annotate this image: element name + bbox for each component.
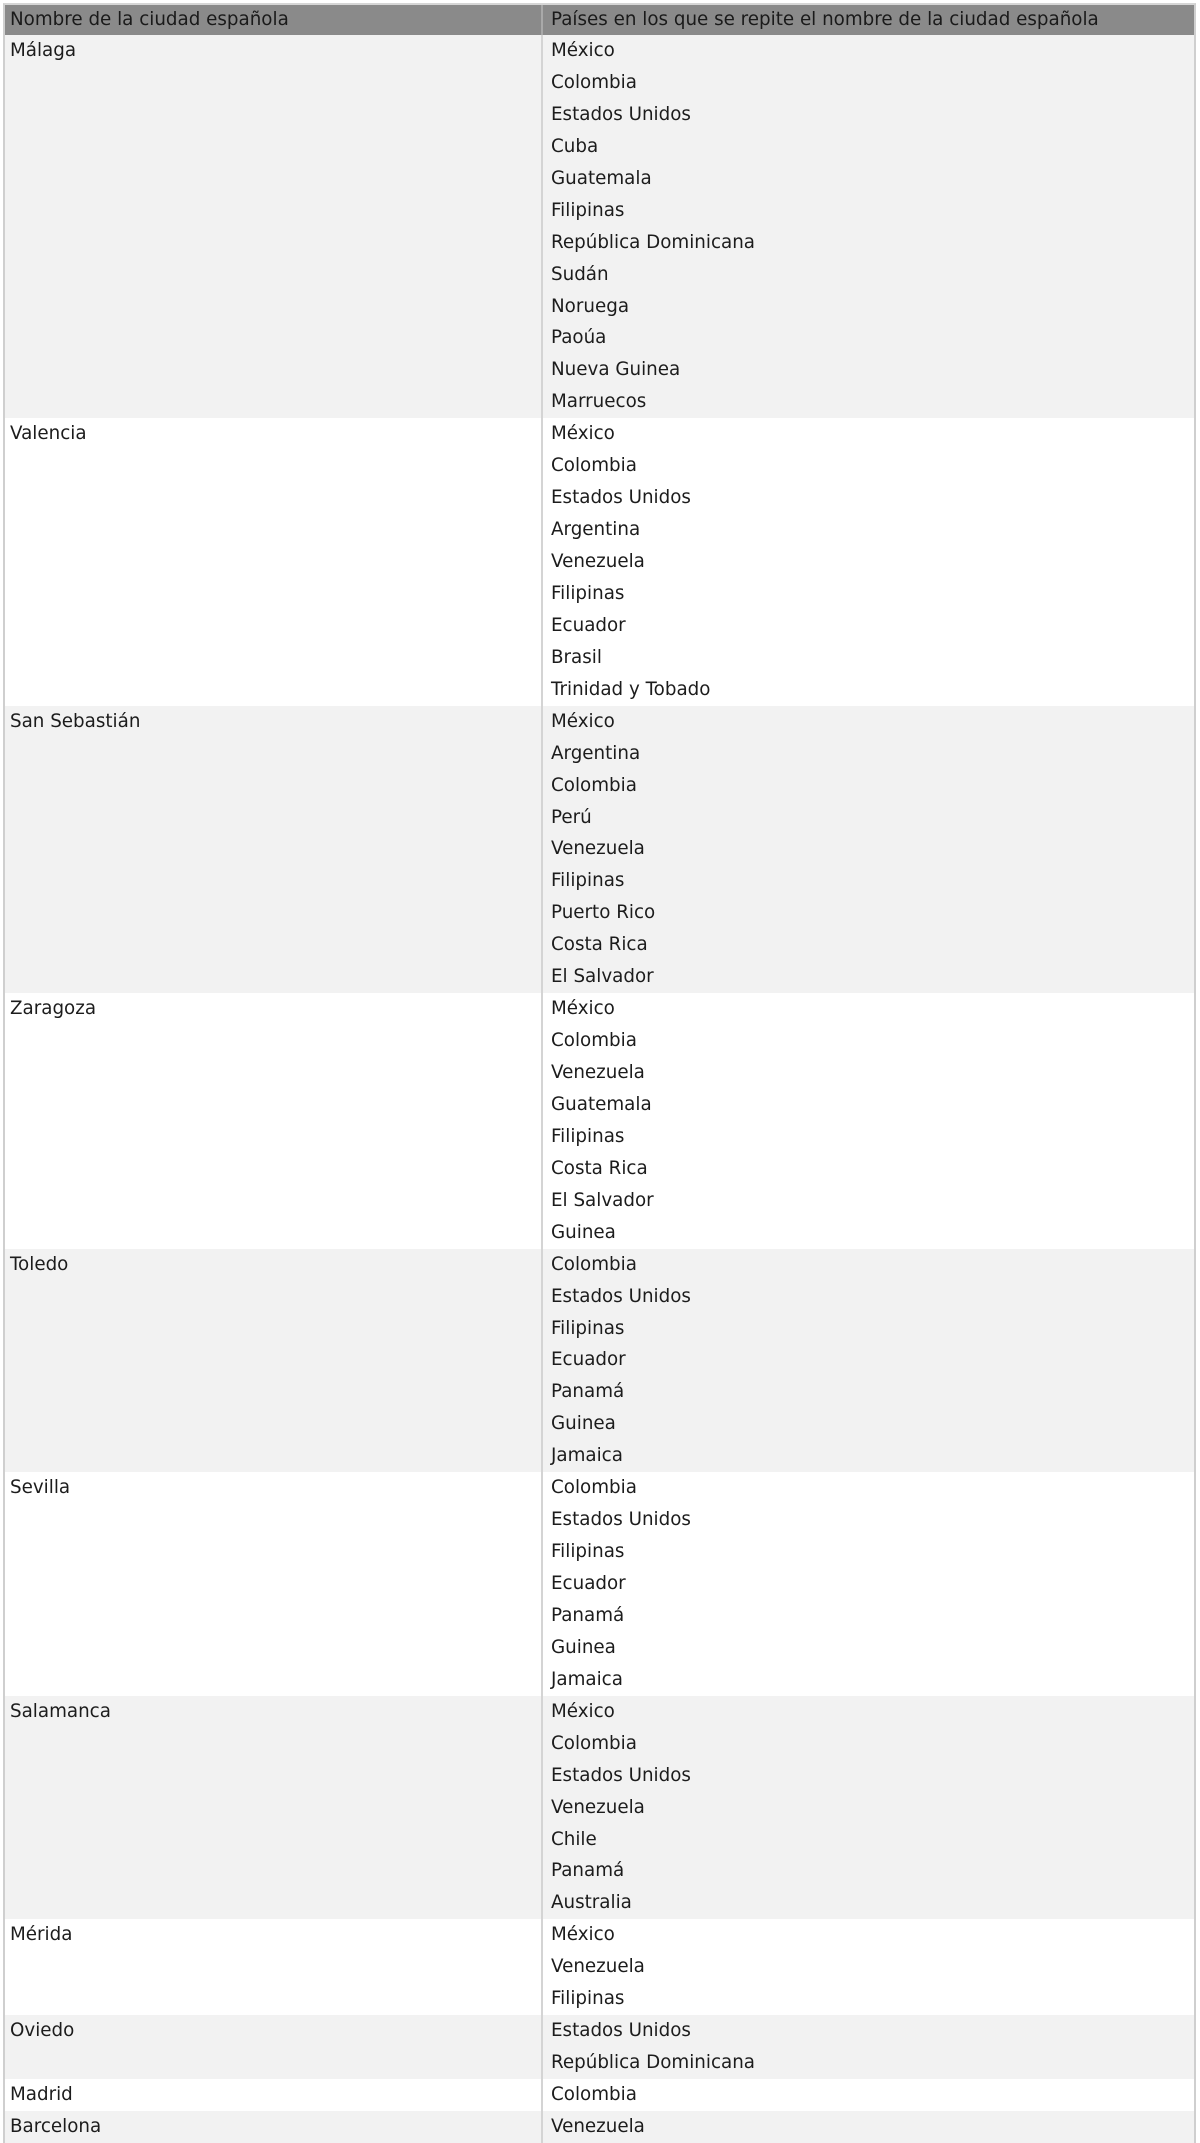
country-list <box>543 993 1194 1249</box>
country-item: Guinea <box>551 1636 616 1658</box>
country-item: Cuba <box>551 135 599 157</box>
country-item: Colombia <box>551 1253 637 1275</box>
country-item: Venezuela <box>551 1956 645 1978</box>
country-item: Panamá <box>551 1381 625 1403</box>
city-name: Oviedo <box>5 2015 543 2079</box>
city-name: Zaragoza <box>5 993 543 1249</box>
country-item: Colombia <box>551 774 637 796</box>
table-row <box>5 2015 1194 2079</box>
country-list <box>543 1919 1194 2015</box>
country-item: Venezuela <box>551 2115 645 2137</box>
city-name: Salamanca <box>5 1696 543 1920</box>
city-name: Toledo <box>5 1249 543 1473</box>
country-list <box>543 1472 1194 1696</box>
country-item: Ecuador <box>551 1349 626 1371</box>
table-body <box>5 35 1194 2143</box>
table-row <box>5 2111 1194 2143</box>
country-item: México <box>551 710 615 732</box>
country-item: Panamá <box>551 1860 625 1882</box>
table-row <box>5 418 1194 705</box>
country-list <box>543 2111 1194 2143</box>
country-item: Filipinas <box>551 1125 625 1147</box>
country-item: Estados Unidos <box>551 2020 691 2042</box>
table-row <box>5 1919 1194 2015</box>
country-item: Estados Unidos <box>551 487 691 509</box>
table-row <box>5 1696 1194 1920</box>
country-item: Guatemala <box>551 167 652 189</box>
country-item: Filipinas <box>551 1541 625 1563</box>
country-item: Guinea <box>551 1413 616 1435</box>
country-item: República Dominicana <box>551 2052 756 2074</box>
country-item: Ecuador <box>551 614 626 636</box>
country-item: México <box>551 423 615 445</box>
country-item: Australia <box>551 1892 632 1914</box>
country-item: El Salvador <box>551 966 654 988</box>
country-item: Estados Unidos <box>551 103 691 125</box>
table-row <box>5 1472 1194 1696</box>
country-list <box>543 1249 1194 1473</box>
table-row <box>5 2079 1194 2111</box>
country-item: Guatemala <box>551 1093 652 1115</box>
country-item: México <box>551 40 615 61</box>
city-name: Madrid <box>5 2079 543 2111</box>
country-item: Ecuador <box>551 1573 626 1594</box>
country-item: Panamá <box>551 1604 625 1626</box>
country-item: Jamaica <box>551 1668 623 1690</box>
country-item: Venezuela <box>551 1796 645 1818</box>
city-name: Valencia <box>5 418 543 705</box>
country-item: Marruecos <box>551 391 647 413</box>
country-item: República Dominicana <box>551 231 756 253</box>
country-item: Filipinas <box>551 199 625 221</box>
city-name: Málaga <box>5 35 543 418</box>
country-item: Venezuela <box>551 551 645 572</box>
country-item: Sudán <box>551 263 609 285</box>
table-row <box>5 706 1194 993</box>
country-item: México <box>551 1924 615 1946</box>
country-list <box>543 2015 1194 2079</box>
country-item: Perú <box>551 806 592 828</box>
country-list <box>543 706 1194 993</box>
header-city: Nombre de la ciudad española <box>5 5 543 35</box>
country-item: Argentina <box>551 742 641 764</box>
country-item: Filipinas <box>551 870 625 892</box>
country-item: Venezuela <box>551 838 645 860</box>
country-list <box>543 35 1194 418</box>
country-item: El Salvador <box>551 1189 654 1211</box>
country-item: Puerto Rico <box>551 902 656 924</box>
country-item: Colombia <box>551 1732 637 1754</box>
country-item: Costa Rica <box>551 934 648 956</box>
country-item: Nueva Guinea <box>551 359 681 381</box>
country-item: Colombia <box>551 1477 637 1499</box>
country-list <box>543 2079 1194 2111</box>
country-item: Noruega <box>551 295 630 317</box>
country-item: Estados Unidos <box>551 1509 691 1531</box>
country-item: Colombia <box>551 455 637 477</box>
table-row <box>5 1249 1194 1473</box>
country-item: Colombia <box>551 2084 637 2105</box>
country-item: Colombia <box>551 71 637 93</box>
country-item: Trinidad y Tobado <box>551 678 711 700</box>
country-item: Guinea <box>551 1221 616 1243</box>
country-item: Chile <box>551 1828 597 1850</box>
city-name: Sevilla <box>5 1472 543 1696</box>
country-item: Argentina <box>551 519 641 541</box>
country-item: Filipinas <box>551 1988 625 2010</box>
country-item: Brasil <box>551 646 602 668</box>
country-item: Paoúa <box>551 327 607 349</box>
cities-table <box>3 3 1196 2143</box>
country-item: México <box>551 998 615 1020</box>
country-item: Costa Rica <box>551 1157 648 1179</box>
country-item: Estados Unidos <box>551 1764 691 1786</box>
country-list <box>543 1696 1194 1920</box>
country-item: Jamaica <box>551 1445 623 1467</box>
country-item: Estados Unidos <box>551 1285 691 1307</box>
table-row <box>5 35 1194 418</box>
country-item: Venezuela <box>551 1062 645 1083</box>
country-item: Filipinas <box>551 1317 625 1339</box>
country-list <box>543 418 1194 705</box>
table-row <box>5 993 1194 1249</box>
city-name: Barcelona <box>5 2111 543 2143</box>
country-item: Colombia <box>551 1030 637 1052</box>
country-item: México <box>551 1700 615 1722</box>
city-name: Mérida <box>5 1919 543 2015</box>
country-item: Filipinas <box>551 582 625 604</box>
header-countries: Países en los que se repite el nombre de la ciudad española <box>551 9 1099 30</box>
city-name: San Sebastián <box>5 706 543 993</box>
table-header <box>5 5 1194 35</box>
